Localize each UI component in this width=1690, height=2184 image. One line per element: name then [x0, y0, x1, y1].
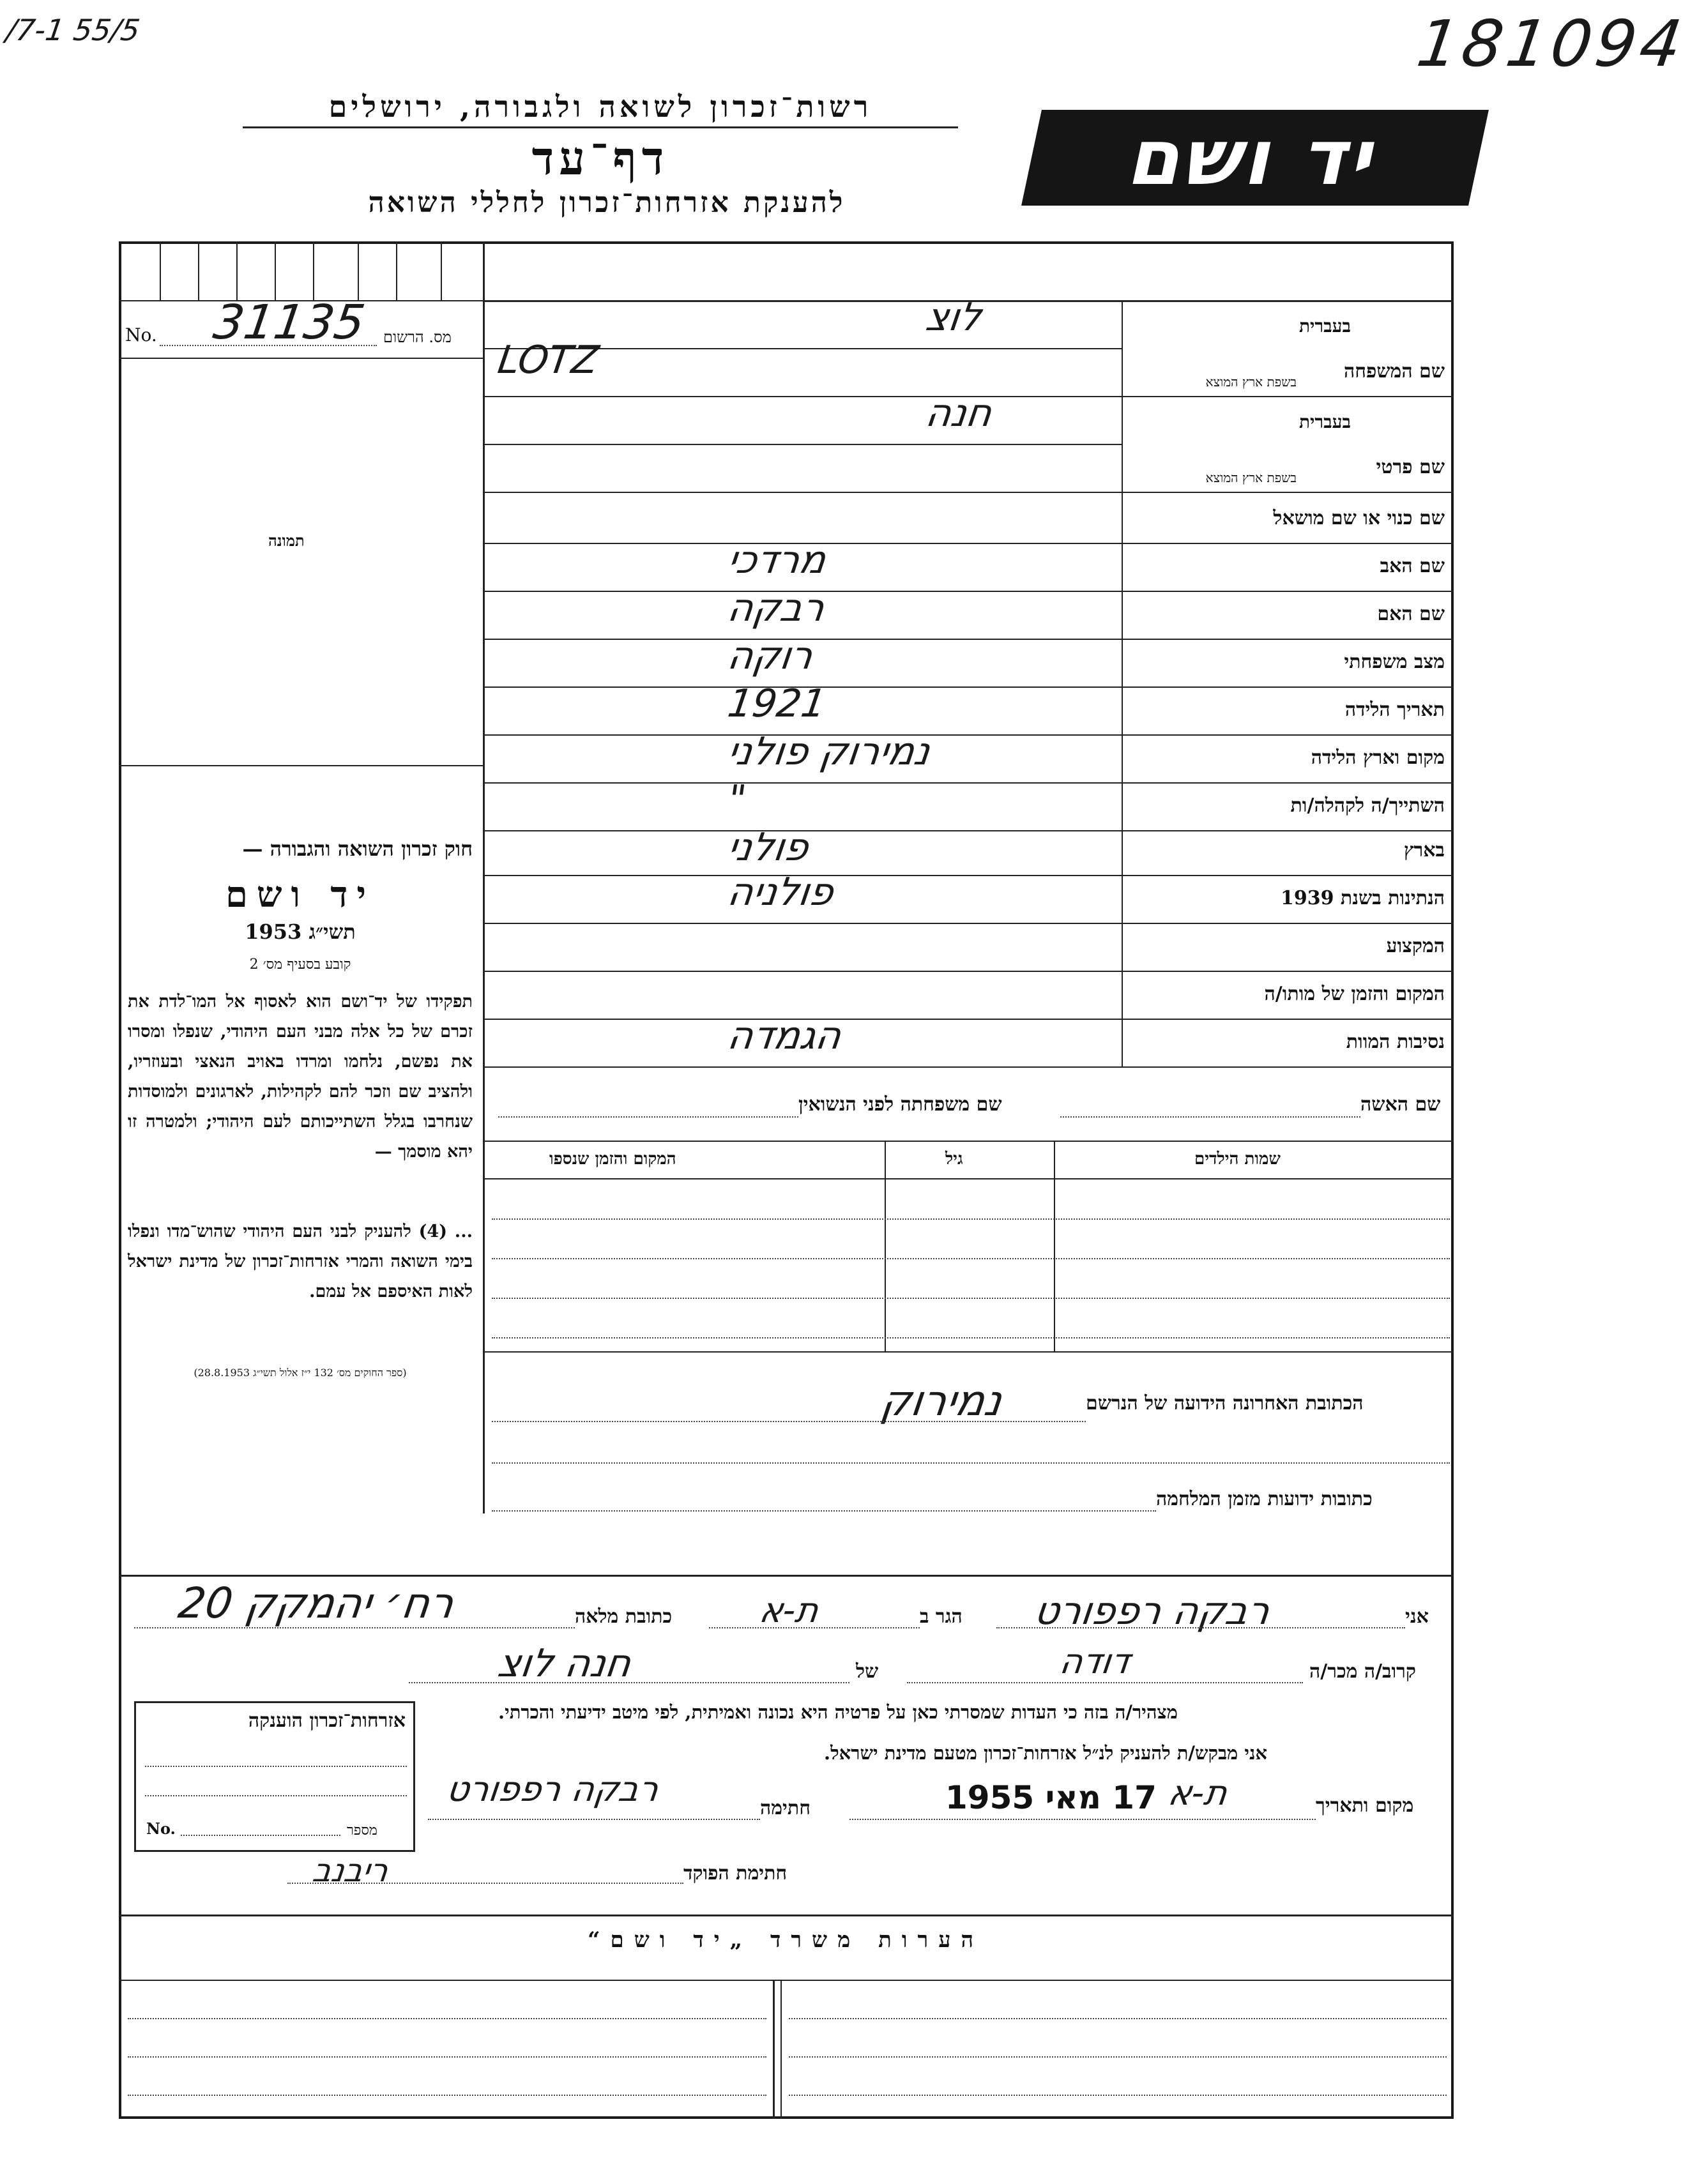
field-label: שם המשפחה [1343, 360, 1445, 383]
field-value: רבקה [725, 586, 828, 630]
field-row-separator [483, 591, 1454, 592]
field-inner-separator [483, 444, 1122, 445]
field-row-separator [483, 1019, 1454, 1020]
field-value: חנה [923, 391, 995, 436]
field-row-separator [483, 971, 1454, 972]
relation-label: קרוב/ה מכר/ה [1309, 1660, 1416, 1683]
field-label: שם האב [1380, 555, 1445, 577]
field-value-origin-language: LOTZ [495, 338, 602, 383]
declaration-i-label: אני [1405, 1605, 1429, 1628]
field-row-separator [483, 492, 1454, 493]
registration-label: מס. הרשום [383, 328, 452, 346]
registration-number: 31135 [209, 295, 369, 350]
label-column-divider [1122, 300, 1123, 1066]
maiden-name-label: שם משפחתה לפני הנשואין [798, 1093, 1002, 1116]
field-value: נמירוק פולני [725, 729, 933, 774]
relation-value: דודה [1057, 1641, 1133, 1681]
field-value: " [725, 777, 749, 822]
field-value: 1921 [725, 681, 829, 726]
field-label: בארץ [1403, 839, 1445, 861]
resides-label: הגר ב [920, 1605, 963, 1628]
submitter-city: ת-א [757, 1590, 821, 1630]
field-value: רוקה [725, 633, 816, 678]
field-row-separator [483, 639, 1454, 640]
field-label: מצב משפחתי [1344, 651, 1445, 673]
field-row-separator [483, 543, 1454, 544]
field-label: שם פרטי [1376, 456, 1445, 478]
children-age-header: גיל [945, 1149, 963, 1169]
authority-underline [243, 126, 958, 128]
yad-vashem-logo [1021, 110, 1489, 206]
stamp-number: 181094 [1412, 6, 1690, 81]
authority-line: רשות־זכרון לשואה ולגבורה, ירושלים [328, 89, 872, 124]
form-subtitle: להענקת אזרחות־זכרון לחללי השואה [368, 186, 846, 219]
field-sub-label-origin: בשפת ארץ המוצא [1205, 374, 1297, 390]
field-sub-label-hebrew: בעברית [1298, 315, 1351, 337]
field-row-separator [483, 923, 1454, 924]
address-label: כתובת מלאה [575, 1605, 673, 1628]
field-label: המקום והזמן של מותו/ה [1264, 983, 1445, 1005]
signature-label: חתימה [760, 1797, 811, 1819]
law-name: יד ושם [225, 874, 376, 916]
war-address-label: כתובות ידועות מזמן המלחמה [1156, 1488, 1373, 1510]
no-prefix: No. [125, 324, 157, 345]
field-sub-label-hebrew: בעברית [1298, 411, 1351, 432]
left-column-divider [483, 241, 485, 1110]
form-title: דף־עד [531, 131, 669, 185]
of-label: של [856, 1660, 879, 1683]
field-value: הגמדה [725, 1013, 844, 1058]
photo-label: תמונה [268, 531, 305, 550]
declaration-date: 17 מאי 1955 [945, 1779, 1157, 1816]
citizenship-no-label: No. [146, 1819, 176, 1838]
children-place-header: המקום והזמן שנספו [549, 1149, 676, 1169]
field-value: לוצ [923, 295, 984, 340]
wife-name-label: שם האשה [1360, 1093, 1441, 1116]
field-value: מרדכי [725, 538, 829, 582]
law-paragraph-2: ... (4) להעניק לבני העם היהודי שהוש־מדו ונפלו בימי השואה והמרי אזרחות־זכרון של מדינת ישראל לאות האיספם אל עמם. [128, 1222, 473, 1301]
field-label: שם כנוי או שם מושאל [1273, 507, 1445, 529]
field-sub-label-origin: בשפת ארץ המוצא [1205, 470, 1297, 485]
statement-2: אני מבקש/ת להעניק לנ״ל אזרחות־זכרון מטעם מדינת ישראל. [824, 1742, 1267, 1764]
officer-signature: ריבנב [310, 1852, 391, 1889]
field-label: המקצוע [1386, 935, 1445, 957]
field-value: פולניה [725, 870, 837, 914]
logo-text: יד ושם [1122, 114, 1389, 202]
field-label: שם האם [1377, 603, 1445, 625]
field-row-separator [483, 686, 1454, 688]
submitter-address: רח׳ יהמקק 20 [175, 1579, 457, 1628]
declaration-place: ת-א [1166, 1773, 1230, 1813]
law-citation: (ספר החוקים מס׳ 132 י״ז אלול תשי״ג 28.8.1953) [194, 1367, 407, 1379]
field-row-separator [483, 830, 1454, 831]
field-row-separator [483, 875, 1454, 876]
law-clause: קובע בסעיף מס׳ 2 [249, 957, 351, 973]
field-label: תאריך הלידה [1344, 699, 1445, 721]
field-value: פולני [725, 825, 812, 870]
of-name: חנה לוצ [495, 1641, 634, 1686]
field-row-separator [483, 782, 1454, 784]
field-label: מקום וארץ הלידה [1311, 747, 1445, 769]
last-address-label: הכתובת האחרונה הידועה של הנרשם [1086, 1392, 1364, 1414]
submitter-signature: רבקה רפפורט [444, 1769, 662, 1809]
field-row-separator [483, 734, 1454, 736]
place-date-label: מקום ותאריך [1316, 1794, 1414, 1817]
children-names-header: שמות הילדים [1194, 1149, 1281, 1169]
field-label: השתייך/ה לקהלה/ות [1290, 794, 1445, 817]
law-paragraph-1: תפקידו של יד־ושם הוא לאסוף אל המו־לדת את זכרם של כל אלה מבני העם היהודי, שנפלו ומסרו את נפשם, נלחמו ומרדו באויב הנאצי ובעוזריו, ולהציב שם וזכר להם לקהילות, לארגונים ולמוסדות שנחרבו בגלל השתייכותם לעם היהודי; ולמטרה זו יהא מוסמך — [128, 992, 473, 1162]
officer-signature-label: חתימת הפוקד [683, 1862, 788, 1884]
last-address-value: נמירוק [878, 1376, 1005, 1425]
statement-1: מצהיר/ה בזה כי העדות שמסרתי כאן על פרטיה היא נכונה ואמיתית, לפי מיטב ידיעתי והכרתי. [498, 1701, 1178, 1723]
citizenship-number-label: מספר [347, 1823, 377, 1839]
submitter-name: רבקה רפפורט [1032, 1589, 1273, 1634]
citizenship-box-title: אזרחות־זכרון הוענקה [248, 1710, 406, 1732]
corner-note: /7-1 55/5 [4, 13, 142, 47]
law-year: תשי״ג 1953 [245, 920, 356, 944]
field-label: הנתינות בשנת 1939 [1280, 887, 1445, 909]
law-title: חוק זכרון השואה והגבורה — [242, 837, 473, 861]
field-label: נסיבות המוות [1346, 1031, 1445, 1053]
office-notes-title: הערות משרד „יד ושם“ [587, 1927, 984, 1953]
citizenship-box [134, 1701, 415, 1852]
